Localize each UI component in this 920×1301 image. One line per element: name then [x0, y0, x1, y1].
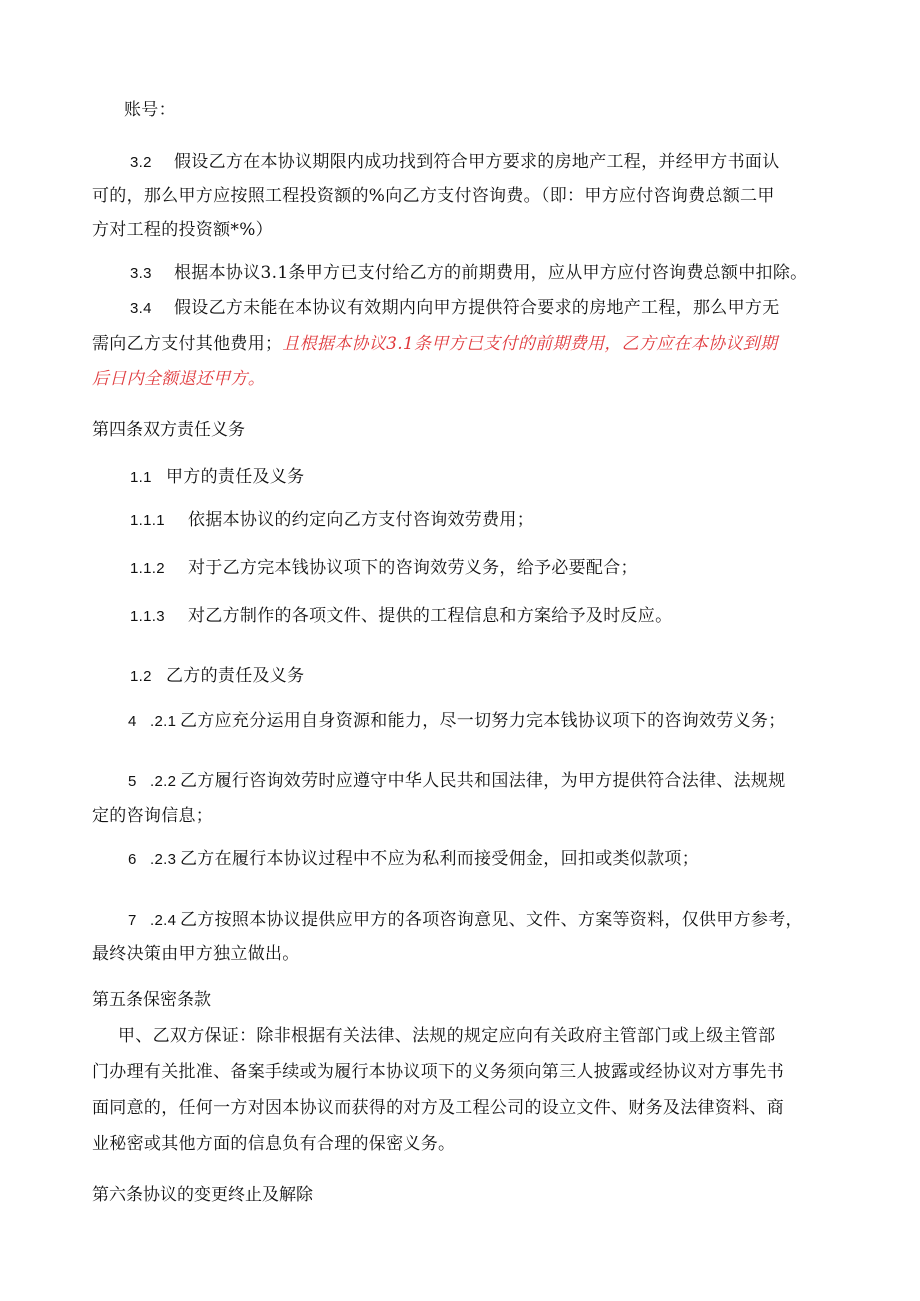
article-4-title: 第四条双方责任义务 — [92, 420, 245, 440]
item-5-line-1 — [128, 771, 786, 792]
section-number: 1.1.2 — [130, 560, 165, 577]
item-text: 乙方按照本协议提供应甲方的各项咨询意见、文件、方案等资料，仅供甲方参考， — [180, 910, 803, 930]
section-text: 乙方的责任及义务 — [166, 666, 305, 686]
item-sub-number: .2.1 — [150, 713, 177, 730]
item-text: 乙方履行咨询效劳时应遵守中华人民共和国法律，为甲方提供符合法律、法规规 — [180, 771, 786, 791]
article-5-title: 第五条保密条款 — [92, 990, 211, 1010]
section-number: 1.1 — [130, 469, 152, 486]
item-number: 5 — [128, 773, 137, 790]
section-1-1-3 — [130, 606, 672, 627]
clause-3-2-line-2: 可的，那么甲方应按照工程投资额的%向乙方支付咨询费。（即：甲方应付咨询费总额二甲 — [92, 186, 775, 206]
item-sub-number: .2.3 — [150, 851, 177, 868]
item-sub-number: .2.4 — [150, 912, 177, 929]
clause-3-2-line-1 — [130, 152, 780, 173]
item-number: 4 — [128, 713, 137, 730]
article-6-title: 第六条协议的变更终止及解除 — [92, 1185, 313, 1205]
item-number: 7 — [128, 912, 137, 929]
clause-text: 需向乙方支付其他费用； — [92, 334, 283, 354]
section-1-1 — [130, 467, 304, 488]
section-text: 对于乙方完本钱协议项下的咨询效劳义务，给予必要配合； — [188, 558, 638, 578]
section-text: 甲方的责任及义务 — [166, 467, 305, 487]
section-1-2 — [130, 666, 304, 687]
clause-number: 3.2 — [130, 154, 152, 171]
account-label: 账号： — [124, 100, 176, 120]
section-1-1-2 — [130, 558, 638, 579]
clause-3-2-line-3: 方对工程的投资额*%） — [92, 220, 273, 240]
section-text: 依据本协议的约定向乙方支付咨询效劳费用； — [188, 510, 534, 530]
section-number: 1.1.3 — [130, 608, 165, 625]
clause-3-4-line-2 — [92, 334, 777, 354]
section-number: 1.2 — [130, 668, 152, 685]
article-5-line-4: 业秘密或其他方面的信息负有合理的保密义务。 — [92, 1134, 456, 1154]
item-7-line-2: 最终决策由甲方独立做出。 — [92, 944, 300, 964]
section-number: 1.1.1 — [130, 512, 165, 529]
clause-text-highlighted: 且根据本协议3.1条甲方已支付的前期费用，乙方应在本协议到期 — [282, 334, 778, 354]
item-4 — [128, 711, 786, 732]
section-1-1-1 — [130, 510, 534, 531]
item-6 — [128, 849, 699, 870]
item-7-line-1 — [128, 910, 803, 931]
clause-text: 假设乙方在本协议期限内成功找到符合甲方要求的房地产工程，并经甲方书面认 — [174, 152, 780, 172]
clause-3-4-line-1 — [130, 298, 780, 319]
item-5-line-2: 定的咨询信息； — [92, 806, 214, 826]
clause-text: 假设乙方未能在本协议有效期内向甲方提供符合要求的房地产工程，那么甲方无 — [174, 298, 780, 318]
clause-3-3-line-1 — [130, 263, 807, 284]
item-text: 乙方应充分运用自身资源和能力，尽一切努力完本钱协议项下的咨询效劳义务； — [180, 711, 786, 731]
clause-text: 根据本协议3.1条甲方已支付给乙方的前期费用，应从甲方应付咨询费总额中扣除。 — [174, 263, 808, 283]
item-sub-number: .2.2 — [150, 773, 177, 790]
clause-number: 3.3 — [130, 265, 152, 282]
clause-3-4-line-3: 后日内全额退还甲方。 — [92, 369, 265, 389]
article-5-line-1: 甲、乙双方保证：除非根据有关法律、法规的规定应向有关政府主管部门或上级主管部 — [118, 1026, 776, 1046]
item-text: 乙方在履行本协议过程中不应为私利而接受佣金，回扣或类似款项； — [180, 849, 699, 869]
item-number: 6 — [128, 851, 137, 868]
clause-number: 3.4 — [130, 300, 152, 317]
section-text: 对乙方制作的各项文件、提供的工程信息和方案给予及时反应。 — [188, 606, 673, 626]
article-5-line-3: 面同意的，任何一方对因本协议而获得的对方及工程公司的设立文件、财务及法律资料、商 — [92, 1098, 784, 1118]
article-5-line-2: 门办理有关批准、备案手续或为履行本协议项下的义务须向第三人披露或经协议对方事先书 — [92, 1062, 784, 1082]
